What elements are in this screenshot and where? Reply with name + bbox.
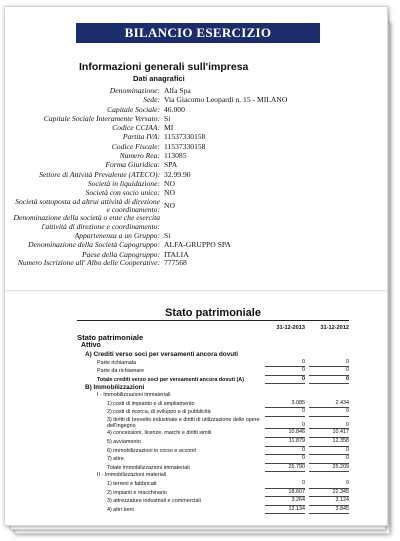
table-row <box>77 489 349 498</box>
info-section-title: Informazioni generali sull'impresa <box>79 61 249 73</box>
info-label: Denominazione: <box>109 86 160 95</box>
info-row <box>13 198 329 215</box>
row-label: 4) concessioni, licenze, marchi e diritti simili <box>107 430 212 437</box>
info-value: Si <box>164 113 171 123</box>
table-row <box>77 351 349 359</box>
info-value: NO <box>164 188 175 198</box>
row-label: 1) costi di impianto e di ampliamento <box>107 400 195 407</box>
table-row <box>77 376 349 385</box>
value-2013: 3.085 <box>265 400 305 409</box>
info-section-subtitle: Dati anagrafici <box>133 74 185 83</box>
info-row <box>13 95 329 104</box>
value-2012: 10.417 <box>309 429 349 438</box>
table-row <box>77 367 349 376</box>
info-row <box>13 142 329 151</box>
company-info-table <box>13 86 329 267</box>
value-2012: 25.209 <box>309 464 349 473</box>
info-label: Numero Iscrizione all' Albo delle Cooperative: <box>17 258 160 268</box>
row-label: A) Crediti verso soci per versamenti ancora dovuti <box>85 350 239 358</box>
table-row <box>77 342 349 351</box>
info-label: Partita IVA: <box>122 132 160 142</box>
balance-sheet-table <box>77 324 349 514</box>
info-label: Capitale Sociale Interamente Versato: <box>43 113 160 123</box>
info-row <box>13 170 329 179</box>
column-header-2013: 31-12-2013 <box>276 325 305 331</box>
column-header-2012: 31-12-2012 <box>320 325 349 331</box>
value-2012: 3.124 <box>309 497 349 506</box>
value-2012: 0 <box>309 422 349 429</box>
info-label: Società con socio unico: <box>85 188 160 198</box>
page-separator <box>5 290 388 292</box>
info-label: Denominazione della società o ente che esercita l'attività di direzione e coordinamento: <box>13 213 160 231</box>
row-label: 5) avviamento <box>107 439 141 446</box>
balance-sheet-title: Stato patrimoniale <box>77 307 349 321</box>
info-label: Denominazione della Società Capogruppo: <box>28 240 160 250</box>
info-value: NO <box>164 178 175 188</box>
value-2012: 2.434 <box>309 400 349 409</box>
table-row <box>77 429 349 438</box>
info-label: Società sottoposta ad altrui attività di direzione e coordinamento: <box>15 196 160 214</box>
row-label: B) Immobilizzazioni <box>85 384 145 392</box>
info-row <box>13 132 329 141</box>
info-label: Forma Giuridica: <box>105 160 160 170</box>
row-label: Totale crediti verso soci per versamenti ancora dovuti (A) <box>97 376 244 383</box>
info-label: Numero Rea: <box>119 151 160 161</box>
row-label: Totale immobilizzazioni immateriali <box>107 464 190 471</box>
document-page[interactable] <box>4 6 388 526</box>
table-row <box>77 472 349 480</box>
value-2012: 0 <box>309 376 349 385</box>
value-2012: 0 <box>309 447 349 456</box>
info-row <box>13 179 329 188</box>
table-row <box>77 497 349 506</box>
table-row <box>77 333 349 342</box>
info-row <box>13 240 329 249</box>
row-label: 7) altre. <box>107 456 126 463</box>
table-row <box>77 455 349 464</box>
row-label: Attivo <box>81 342 101 349</box>
row-label: 6) immobilizzazioni in corso e acconti <box>107 447 196 454</box>
table-row <box>77 438 349 447</box>
info-row <box>13 214 329 231</box>
value-2012: 12.358 <box>309 438 349 447</box>
info-row <box>13 160 329 169</box>
table-row <box>77 392 349 400</box>
info-value: ALFA-GRUPPO SPA <box>164 240 231 250</box>
table-row <box>77 506 349 515</box>
info-value: MI <box>164 123 174 133</box>
info-value: ITALIA <box>164 249 189 259</box>
info-row <box>13 86 329 95</box>
info-value: SPA <box>164 160 178 170</box>
row-label: 2) impianti e macchinario <box>107 489 167 496</box>
info-row <box>13 259 329 267</box>
info-label: Settore di Attività Prevalente (ATECO): <box>39 169 160 179</box>
info-value: 11537330158 <box>164 141 206 151</box>
info-label: Sede: <box>143 95 160 105</box>
table-row <box>77 359 349 368</box>
value-2012: 0 <box>309 455 349 464</box>
value-2013: 0 <box>265 455 305 464</box>
info-row <box>13 114 329 123</box>
table-row <box>77 384 349 392</box>
info-value: 777568 <box>164 258 187 268</box>
value-2012: 0 <box>309 367 349 376</box>
info-value: 113085 <box>164 151 187 161</box>
info-value: Si <box>164 231 171 241</box>
row-label: Parte richiamata <box>97 359 137 366</box>
table-row <box>77 417 349 429</box>
value-2013: 0 <box>265 422 305 429</box>
row-label: 3) diritti di brevetto industriale e diritti di utilizzazione delle opere dell'ingegno <box>107 417 260 430</box>
table-row <box>77 480 349 489</box>
row-label: Stato patrimoniale <box>77 333 144 342</box>
value-2013: 25.790 <box>265 464 305 473</box>
info-value <box>164 214 329 231</box>
value-2013: 18.607 <box>265 489 305 498</box>
info-label: Appartenenza a un Gruppo: <box>74 231 160 241</box>
info-value: Via Giacomo Leopardi n. 15 - MILANO <box>164 95 288 105</box>
value-2013: 0 <box>265 480 305 489</box>
info-value: 32.99.90 <box>164 169 191 179</box>
value-2013: 3.264 <box>265 497 305 506</box>
value-2013: 12.134 <box>265 506 305 515</box>
value-2013: 11.879 <box>265 438 305 447</box>
row-label: II - Immobilizzazioni materiali <box>97 472 167 479</box>
row-label: 3) attrezzature industriali e commerciali <box>107 498 201 505</box>
value-2013: 10.846 <box>265 429 305 438</box>
value-2012: 0 <box>309 359 349 368</box>
info-value: 46.000 <box>164 104 185 114</box>
value-2012: 22.345 <box>309 489 349 498</box>
value-2013: 0 <box>265 367 305 376</box>
value-2012: 3.845 <box>309 506 349 515</box>
balance-sheet-header <box>77 324 349 333</box>
table-row <box>77 408 349 417</box>
value-2012: 0 <box>309 408 349 417</box>
row-label: 4) altri beni <box>107 506 134 513</box>
info-label: Capitale Sociale: <box>107 104 160 114</box>
value-2013: 0 <box>265 408 305 417</box>
value-2013: 0 <box>265 376 305 385</box>
value-2012: 0 <box>309 480 349 489</box>
document-banner: BILANCIO ESERCIZIO <box>76 23 320 43</box>
info-value: 11537330158 <box>164 132 206 142</box>
row-label: I - Immobilizzazioni immateriali <box>97 392 171 399</box>
table-row <box>77 464 349 473</box>
row-label: 1) terreni e fabbricati <box>107 481 157 488</box>
info-label: Società in liquidazione: <box>87 178 160 188</box>
info-row <box>13 105 329 114</box>
table-row <box>77 400 349 409</box>
info-row <box>13 231 329 240</box>
info-row <box>13 123 329 132</box>
table-row <box>77 447 349 456</box>
info-value: NO <box>164 200 175 210</box>
info-label: Paese della Capogruppo: <box>81 249 160 259</box>
row-label: Parte da richiamare <box>97 368 145 375</box>
info-label: Codice CCIAA: <box>112 123 160 133</box>
info-row <box>13 151 329 160</box>
value-2013: 0 <box>265 447 305 456</box>
row-label: 2) costi di ricerca, di sviluppo e di pubblicità <box>107 409 211 416</box>
info-value: Alfa Spa <box>164 86 191 95</box>
value-2013: 0 <box>265 359 305 368</box>
info-label: Codice Fiscale: <box>111 141 160 151</box>
